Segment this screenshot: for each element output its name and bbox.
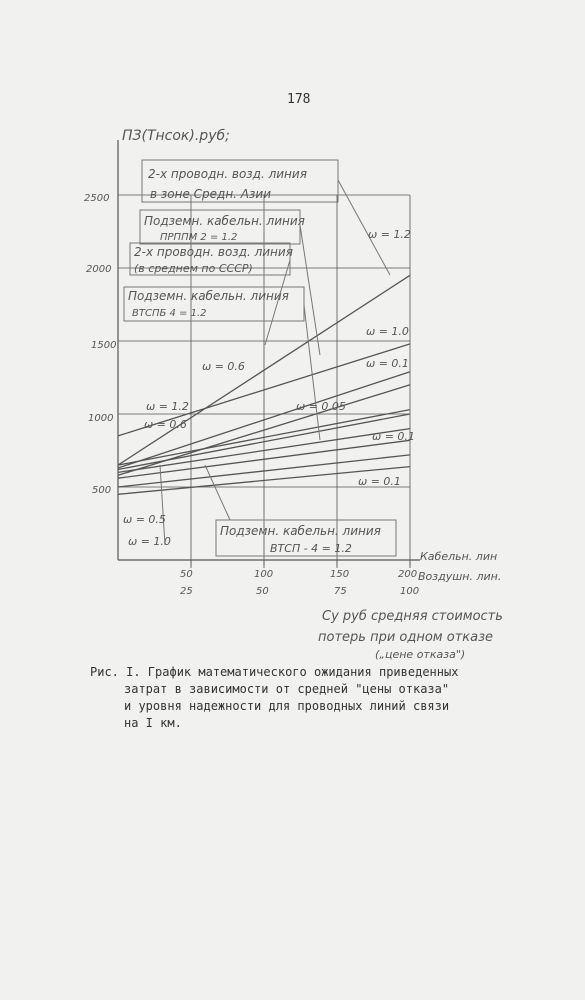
y-tick-label: 1000 <box>88 413 114 424</box>
y-tick-label: 500 <box>92 485 112 496</box>
x-tick-air: 25 <box>180 586 193 597</box>
page-number: 178 <box>287 92 311 107</box>
caption-line: затрат в зависимости от средней "цены отказа" <box>124 682 450 696</box>
x-tick-air: 50 <box>256 586 269 597</box>
omega-label: ω = 0.6 <box>202 360 245 373</box>
chart-grid <box>118 140 420 568</box>
group-label: Подземн. кабельн. линия <box>128 289 289 303</box>
x-axis-desc: („цене отказа") <box>375 648 466 660</box>
x-axis-air-label: Воздушн. лин. <box>418 570 502 583</box>
figure-caption <box>90 664 510 732</box>
y-tick-label: 2500 <box>84 193 110 204</box>
group-label: ПРППМ 2 = 1.2 <box>160 232 238 243</box>
x-tick-cable: 100 <box>254 569 274 580</box>
omega-label: ω = 0.1 <box>366 357 409 370</box>
group-label: Подземн. кабельн. линия <box>144 214 305 228</box>
omega-label: ω = 0.05 <box>296 400 346 413</box>
y-axis-label: ПЗ(Тнсок).руб; <box>122 128 230 144</box>
x-axis-desc: потерь при одном отказе <box>318 630 493 645</box>
x-tick-cable: 200 <box>398 569 418 580</box>
omega-label: ω = 1.2 <box>146 400 189 413</box>
x-axis-desc: Су руб средняя стоимость <box>322 609 503 624</box>
omega-label: ω = 1.0 <box>366 325 409 338</box>
caption-line: и уровня надежности для проводных линий связи <box>124 699 450 713</box>
leader-line <box>205 465 230 520</box>
x-axis-cable-label: Кабельн. лин <box>420 550 498 563</box>
omega-label: ω = 0.1 <box>358 475 401 488</box>
x-tick-air: 100 <box>400 586 420 597</box>
group-label: Подземн. кабельн. линия <box>220 524 381 538</box>
group-label: ВТСП - 4 = 1.2 <box>270 542 352 555</box>
group-label: в зоне Средн. Азии <box>150 187 271 201</box>
omega-label: ω = 0.6 <box>144 418 187 431</box>
omega-label: ω = 0.5 <box>123 513 166 526</box>
group-label: ВТСПБ 4 = 1.2 <box>132 308 207 319</box>
caption-line: на I км. <box>124 716 182 730</box>
omega-label: ω = 1.2 <box>368 228 411 241</box>
y-tick-label: 2000 <box>86 264 112 275</box>
x-tick-cable: 50 <box>180 569 193 580</box>
y-tick-label: 1500 <box>91 340 117 351</box>
group-label: (в среднем по СССР) <box>134 262 253 275</box>
omega-label: ω = 1.0 <box>128 535 171 548</box>
leader-line <box>300 225 320 355</box>
group-label: 2-х проводн. возд. линия <box>134 245 293 259</box>
x-tick-air: 75 <box>334 586 347 597</box>
caption-line: Рис. I. График математического ожидания приведенных <box>90 665 459 679</box>
leader-line <box>160 465 165 545</box>
omega-label: ω = 0.1 <box>372 430 415 443</box>
x-tick-cable: 150 <box>330 569 350 580</box>
group-label: 2-х проводн. возд. линия <box>148 167 307 181</box>
